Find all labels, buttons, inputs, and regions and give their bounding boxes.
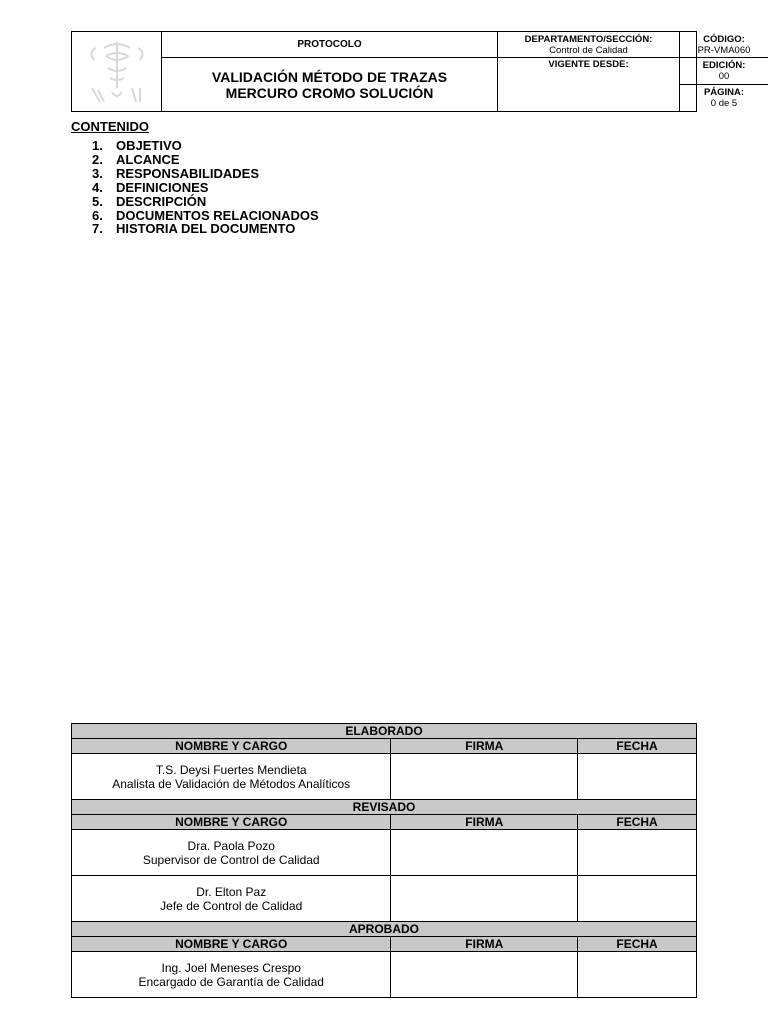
page-value: 0 de 5 xyxy=(710,98,738,109)
signature-field xyxy=(391,876,578,922)
person-name-role xyxy=(72,830,391,876)
column-header-name: NOMBRE Y CARGO xyxy=(72,815,391,830)
edition-cell xyxy=(680,58,768,85)
department-label: DEPARTAMENTO/SECCIÓN: xyxy=(524,34,653,45)
code-value: PR-VMA060 xyxy=(697,45,751,56)
caduceus-logo-icon xyxy=(80,38,154,106)
contents-list xyxy=(92,139,319,236)
date-field xyxy=(578,830,697,876)
protocol-label: PROTOCOLO xyxy=(162,32,498,58)
code-cell xyxy=(680,32,768,58)
title-line-2: MERCURO CROMO SOLUCIÓN xyxy=(225,84,434,101)
company-logo xyxy=(72,32,162,111)
column-header-signature: FIRMA xyxy=(391,815,578,830)
document-header xyxy=(71,31,751,112)
department-value: Control de Calidad xyxy=(549,45,628,56)
signature-field xyxy=(391,830,578,876)
column-header-name: NOMBRE Y CARGO xyxy=(72,739,391,754)
contents-item: 4. DEFINICIONES xyxy=(92,179,209,195)
signature-table xyxy=(71,723,697,998)
contents-item: 7. HISTORIA DEL DOCUMENTO xyxy=(92,221,296,237)
person-name: Ing. Joel Meneses Crespo xyxy=(161,960,301,975)
table-row xyxy=(72,876,697,922)
person-role: Encargado de Garantía de Calidad xyxy=(138,974,324,989)
column-header-signature: FIRMA xyxy=(391,937,578,952)
valid-from-label: VIGENTE DESDE: xyxy=(498,58,680,111)
page-cell xyxy=(680,85,768,111)
column-header-signature: FIRMA xyxy=(391,739,578,754)
signature-field xyxy=(391,754,578,800)
date-field xyxy=(578,754,697,800)
document-title xyxy=(162,58,498,111)
title-line-1: VALIDACIÓN MÉTODO DE TRAZAS xyxy=(211,68,448,85)
edition-value: 00 xyxy=(718,71,730,82)
person-role: Analista de Validación de Métodos Analíticos xyxy=(112,776,351,791)
elaborado-heading: ELABORADO xyxy=(72,724,697,739)
table-row xyxy=(72,754,697,800)
code-label: CÓDIGO: xyxy=(703,34,745,45)
person-role: Jefe de Control de Calidad xyxy=(160,898,303,913)
date-field xyxy=(578,876,697,922)
aprobado-heading: APROBADO xyxy=(72,922,697,937)
table-row xyxy=(72,830,697,876)
contents-item: 1. OBJETIVO xyxy=(92,138,182,153)
date-field xyxy=(578,952,697,998)
person-name-role xyxy=(72,952,391,998)
person-name-role xyxy=(72,754,391,800)
contents-item: 5. DESCRIPCIÓN xyxy=(92,193,207,209)
column-header-name: NOMBRE Y CARGO xyxy=(72,937,391,952)
edition-label: EDICIÓN: xyxy=(702,60,746,71)
contents-heading: CONTENIDO xyxy=(71,119,149,134)
person-name: T.S. Deysi Fuertes Mendieta xyxy=(155,762,307,777)
column-header-date: FECHA xyxy=(578,815,697,830)
contents-item: 6. DOCUMENTOS RELACIONADOS xyxy=(92,207,319,223)
table-row xyxy=(72,952,697,998)
revisado-heading: REVISADO xyxy=(72,800,697,815)
person-name: Dra. Paola Pozo xyxy=(187,838,275,853)
person-role: Supervisor de Control de Calidad xyxy=(142,852,320,867)
page-label: PÁGINA: xyxy=(703,87,745,98)
column-header-date: FECHA xyxy=(578,739,697,754)
column-header-date: FECHA xyxy=(578,937,697,952)
person-name: Dr. Elton Paz xyxy=(196,884,267,899)
department-cell xyxy=(498,32,680,58)
contents-item: 3. RESPONSABILIDADES xyxy=(92,165,260,181)
contents-item: 2. ALCANCE xyxy=(92,151,180,167)
signature-field xyxy=(391,952,578,998)
person-name-role xyxy=(72,876,391,922)
